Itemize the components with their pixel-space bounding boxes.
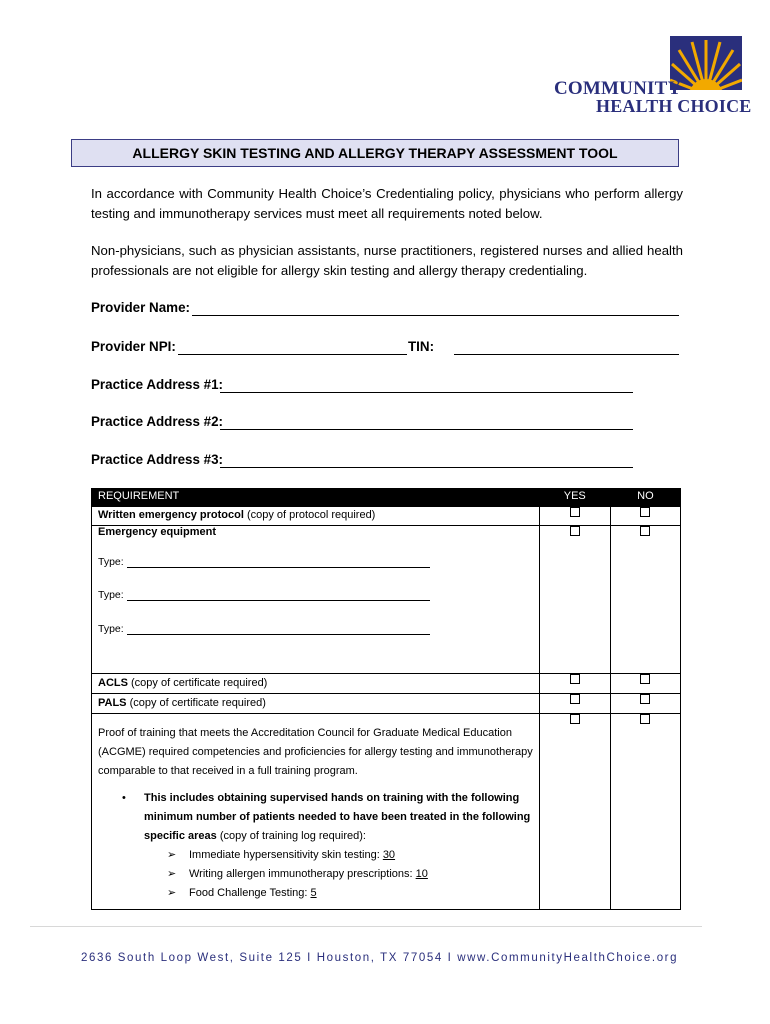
acls-label: ACLS xyxy=(98,677,128,689)
provider-name-label: Provider Name: xyxy=(91,300,190,315)
arrow-icon: ➢ xyxy=(167,887,177,899)
tin-field[interactable] xyxy=(454,354,679,355)
emergency-equipment-yes-checkbox[interactable] xyxy=(570,526,580,536)
equipment-type-1 xyxy=(98,556,533,568)
tin-label: TIN: xyxy=(408,339,435,354)
equipment-type-1-field[interactable] xyxy=(127,558,430,568)
pals-yes-cell xyxy=(539,694,610,714)
provider-npi-field[interactable] xyxy=(178,354,407,355)
written-protocol-yes-cell xyxy=(539,507,610,526)
written-protocol-cell xyxy=(92,507,540,526)
emergency-equipment-label: Emergency equipment xyxy=(98,526,216,538)
training-item-label: Immediate hypersensitivity skin testing: xyxy=(189,849,383,861)
arrow-icon: ➢ xyxy=(167,849,177,861)
training-no-cell xyxy=(610,714,680,910)
table-row xyxy=(92,507,681,526)
pals-no-checkbox[interactable] xyxy=(640,694,650,704)
pals-label: PALS xyxy=(98,697,127,709)
intro-paragraph: In accordance with Community Health Choice’s Credentialing policy, physicians who perform allergy testing and immunotherapy services must meet all requirements noted below. xyxy=(91,186,683,221)
emergency-equipment-cell xyxy=(92,526,540,674)
nonphysician-paragraph: Non-physicians, such as physician assistants, nurse practitioners, registered nurses and allied health professionals are not eligible for allergy skin testing and allergy therapy credentialing. xyxy=(91,243,683,278)
table-row xyxy=(92,694,681,714)
header-no: NO xyxy=(610,489,680,507)
arrow-icon: ➢ xyxy=(167,868,177,880)
type-label: Type: xyxy=(98,623,124,635)
type-label: Type: xyxy=(98,589,124,601)
requirements-table xyxy=(91,488,681,910)
logo-text-line2: HEALTH CHOICE xyxy=(596,96,752,116)
table-header-row xyxy=(92,489,681,507)
equipment-type-3 xyxy=(98,623,533,635)
provider-npi-label: Provider NPI: xyxy=(91,339,176,354)
written-protocol-yes-checkbox[interactable] xyxy=(570,507,580,517)
training-item xyxy=(98,846,533,865)
training-item-label: Writing allergen immunotherapy prescriptions: xyxy=(189,868,416,880)
company-logo xyxy=(552,36,752,116)
written-protocol-label: Written emergency protocol xyxy=(98,509,244,521)
acls-yes-checkbox[interactable] xyxy=(570,674,580,684)
training-bullet-note: (copy of training log required): xyxy=(216,830,366,842)
practice-address-2-label: Practice Address #2: xyxy=(91,414,223,429)
pals-note: (copy of certificate required) xyxy=(129,697,266,709)
training-item-label: Food Challenge Testing: xyxy=(189,887,311,899)
table-row xyxy=(92,526,681,674)
training-item xyxy=(98,884,533,903)
equipment-type-3-field[interactable] xyxy=(127,625,430,635)
footer-address: 2636 South Loop West, Suite 125 I Houston, TX 77054 I www.CommunityHealthChoice.org xyxy=(81,952,679,964)
training-no-checkbox[interactable] xyxy=(640,714,650,724)
training-item xyxy=(98,865,533,884)
document-title: ALLERGY SKIN TESTING AND ALLERGY THERAPY ASSESSMENT TOOL xyxy=(132,145,618,161)
document-title-bar xyxy=(71,139,679,167)
type-label: Type: xyxy=(98,556,124,568)
acls-no-cell xyxy=(610,674,680,694)
practice-address-2-field[interactable] xyxy=(220,429,633,430)
table-row xyxy=(92,674,681,694)
equipment-type-2-field[interactable] xyxy=(127,591,430,601)
emergency-equipment-no-checkbox[interactable] xyxy=(640,526,650,536)
pals-no-cell xyxy=(610,694,680,714)
training-yes-checkbox[interactable] xyxy=(570,714,580,724)
header-yes: YES xyxy=(539,489,610,507)
footer-divider xyxy=(30,926,702,927)
written-protocol-no-checkbox[interactable] xyxy=(640,507,650,517)
emergency-equipment-yes-cell xyxy=(539,526,610,674)
training-text: Proof of training that meets the Accreditation Council for Graduate Medical Education (ACGME) required competencies and proficiencies for allergy testing and immunotherapy comparable to that received in a full training program. xyxy=(98,727,533,777)
logo-text-line1: COMMUNITY xyxy=(554,78,682,99)
practice-address-3-label: Practice Address #3: xyxy=(91,452,223,467)
practice-address-1-label: Practice Address #1: xyxy=(91,377,223,392)
training-item-value: 5 xyxy=(310,887,317,899)
acls-yes-cell xyxy=(539,674,610,694)
training-item-value: 10 xyxy=(415,868,428,880)
pals-cell xyxy=(92,694,540,714)
table-row xyxy=(92,714,681,910)
practice-address-3-field[interactable] xyxy=(220,467,633,468)
equipment-type-2 xyxy=(98,589,533,601)
acls-cell xyxy=(92,674,540,694)
training-item-value: 30 xyxy=(382,849,396,861)
acls-no-checkbox[interactable] xyxy=(640,674,650,684)
provider-name-field[interactable] xyxy=(192,315,679,316)
training-bullet xyxy=(98,789,533,846)
training-cell xyxy=(92,714,540,910)
written-protocol-no-cell xyxy=(610,507,680,526)
pals-yes-checkbox[interactable] xyxy=(570,694,580,704)
training-bullet-bold: This includes obtaining supervised hands on training with the following minimum number of patients needed to have been treated in the following specific areas xyxy=(144,792,531,842)
header-requirement: REQUIREMENT xyxy=(92,489,540,507)
acls-note: (copy of certificate required) xyxy=(131,677,268,689)
emergency-equipment-no-cell xyxy=(610,526,680,674)
written-protocol-note: (copy of protocol required) xyxy=(246,509,376,521)
bullet-dot-icon: • xyxy=(122,792,126,804)
training-yes-cell xyxy=(539,714,610,910)
practice-address-1-field[interactable] xyxy=(220,392,633,393)
